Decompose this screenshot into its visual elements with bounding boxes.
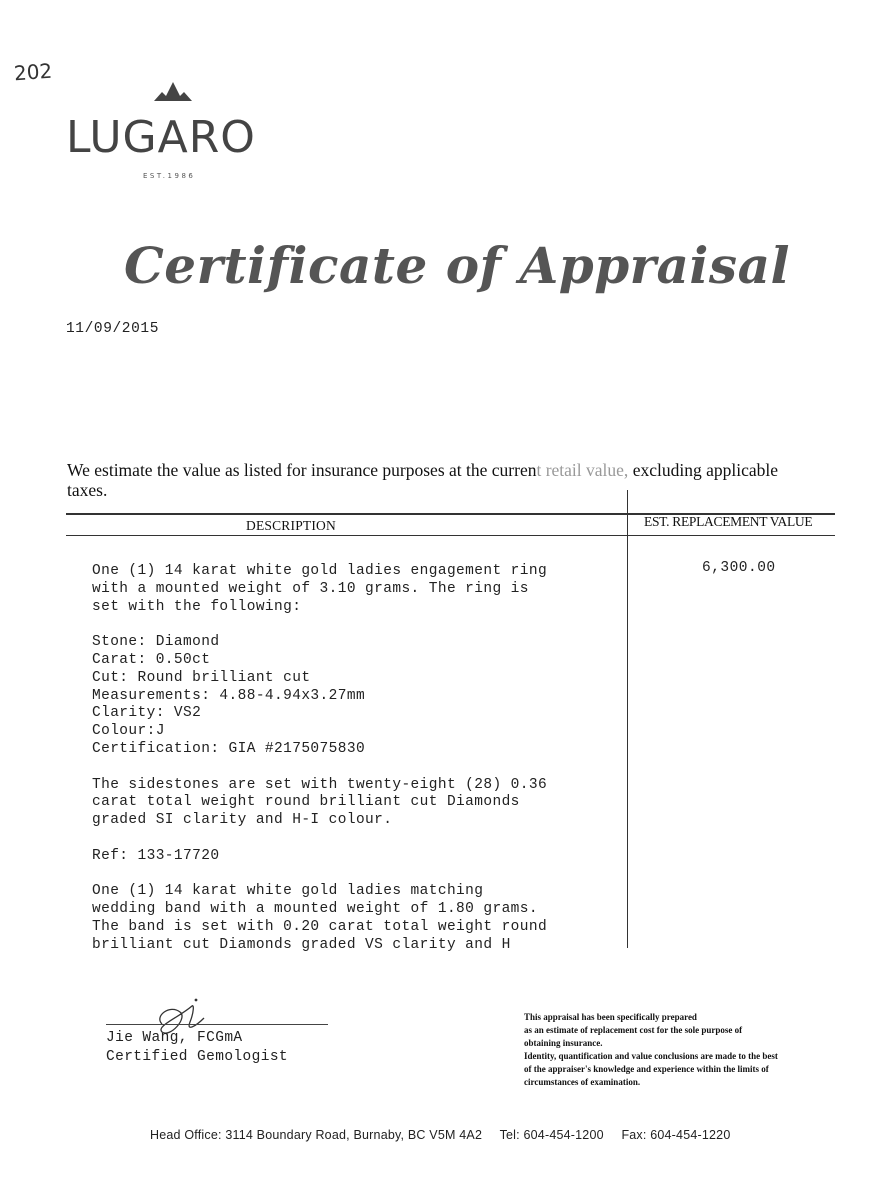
description-line: One (1) 14 karat white gold ladies engagement ring — [92, 563, 548, 579]
disclaimer-line: Identity, quantification and value conclusions are made to the best — [524, 1051, 778, 1061]
signature-line — [106, 1024, 328, 1025]
signatory-name: Jie Wang, FCGmA — [106, 1030, 243, 1046]
description-line: brilliant cut Diamonds graded VS clarity and H — [92, 936, 511, 953]
description-line: Clarity: VS2 — [92, 705, 202, 722]
description-line: set with the following: — [92, 598, 302, 615]
description-line: Colour:J — [92, 723, 165, 740]
footer-address: Head Office: 3114 Boundary Road, Burnaby, BC V5M 4A2 — [150, 1128, 483, 1142]
value-header: EST. REPLACEMENT VALUE — [644, 514, 813, 529]
intro-text-2: excluding applicable taxes. — [67, 460, 778, 500]
disclaimer-line: This appraisal has been specifically prepared — [524, 1012, 697, 1022]
description-line: The band is set with 0.20 carat total weight round — [92, 918, 548, 935]
signatory — [106, 1029, 288, 1067]
description-line — [92, 866, 612, 884]
description-line: carat total weight round brilliant cut Diamonds — [92, 794, 520, 811]
description-line: wedding band with a mounted weight of 1.80 grams. — [92, 901, 538, 918]
description-line — [92, 616, 612, 634]
description-line: Stone: Diamond — [92, 634, 220, 651]
description-line — [92, 830, 612, 848]
footer-contact — [150, 1128, 744, 1142]
footer-fax: Fax: 604-454-1220 — [621, 1128, 731, 1142]
description-line: Ref: 133-17720 — [92, 847, 220, 864]
page-title: Certificate of Appraisal — [124, 236, 790, 295]
table-column-divider — [627, 490, 628, 948]
brand-logo-text: LUGARO — [66, 112, 256, 163]
brand-established: EST.1986 — [143, 172, 196, 180]
replacement-value: 6,300.00 — [702, 560, 776, 576]
disclaimer-line: of the appraiser's knowledge and experience within the limits of — [524, 1064, 769, 1074]
footer-phone: Tel: 604-454-1200 — [499, 1128, 604, 1142]
intro-statement — [67, 460, 787, 500]
description-line: One (1) 14 karat white gold ladies matching — [92, 883, 484, 900]
description-line: with a mounted weight of 3.10 grams. The ring is — [92, 580, 529, 597]
description-line — [92, 759, 612, 777]
description-line: Measurements: 4.88-4.94x3.27mm — [92, 687, 366, 704]
intro-text-faded: t retail value, — [536, 460, 629, 480]
description-line: Certification: GIA #2175075830 — [92, 740, 366, 757]
description-header: DESCRIPTION — [246, 518, 336, 533]
signatory-title: Certified Gemologist — [106, 1049, 289, 1065]
disclaimer-line: as an estimate of replacement cost for the sole purpose of — [524, 1025, 743, 1035]
disclaimer — [524, 1011, 824, 1089]
description-line: Cut: Round brilliant cut — [92, 669, 311, 686]
item-description — [92, 563, 612, 955]
disclaimer-line: circumstances of examination. — [524, 1077, 641, 1087]
description-line: graded SI clarity and H-I colour. — [92, 812, 393, 829]
appraisal-date: 11/09/2015 — [66, 321, 160, 337]
disclaimer-line: obtaining insurance. — [524, 1038, 603, 1048]
description-line: The sidestones are set with twenty-eight (28) 0.36 — [92, 776, 548, 793]
crown-logo-icon — [152, 80, 194, 104]
handwritten-page-number: 202 — [13, 58, 53, 86]
description-line: Carat: 0.50ct — [92, 651, 211, 668]
table-header-rule — [66, 535, 835, 536]
intro-text-1: We estimate the value as listed for insurance purposes at the curren — [67, 460, 537, 480]
